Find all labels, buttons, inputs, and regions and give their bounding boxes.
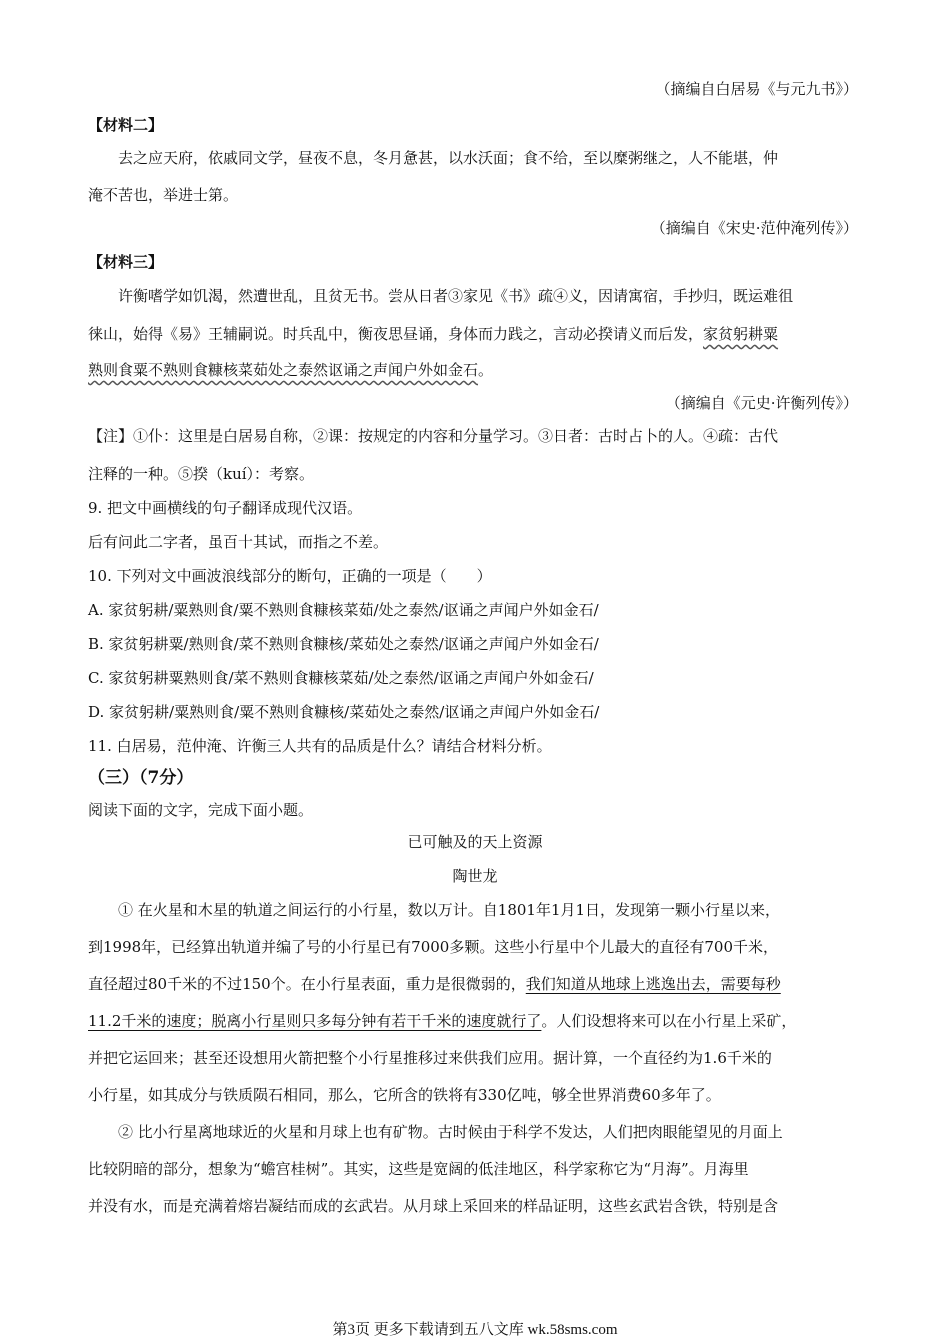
article-paragraph-line: 并把它运回来；甚至还设想用火箭把整个小行星推移过来供我们应用。据计算，一个直径约为1.6千米的 bbox=[88, 1049, 772, 1067]
material-3-text: 徕山，始得《易》王辅嗣说。时兵乱中，衡夜思昼诵，身体而力践之，言动必揆请义而后发， bbox=[88, 325, 704, 343]
option-c: C. 家贫躬耕粟熟则食/菜不熟则食糠核菜茹/处之泰然/讴诵之声闻户外如金石/ bbox=[88, 669, 594, 687]
underlined-sentence: 11.2千米的速度；脱离小行星则只多每分钟有若干千米的速度就行了 bbox=[88, 1012, 542, 1030]
source-citation-2: （摘编自《宋史·范仲淹列传》） bbox=[650, 219, 858, 237]
material-2-text-line: 去之应天府，依戚同文学，昼夜不息，冬月惫甚，以水沃面；食不给，至以糜粥继之，人不能堪，仲 bbox=[118, 149, 779, 167]
article-paragraph-line: 小行星，如其成分与铁质陨石相同，那么，它所含的铁将有330亿吨，够全世界消费60多年了。 bbox=[88, 1086, 721, 1104]
article-paragraph-line: 到1998年，已经算出轨道并编了号的小行星已有7000多颗。这些小行星中个儿最大的直径有700千米， bbox=[88, 938, 778, 956]
article-paragraph-line bbox=[88, 974, 781, 994]
material-3-label: 【材料三】 bbox=[88, 253, 164, 271]
source-citation-3: （摘编自《元史·许衡列传》） bbox=[665, 394, 858, 412]
article-text: 直径超过80千米的不过150个。在小行星表面，重力是很微弱的， bbox=[88, 975, 526, 993]
material-2-text-line: 淹不苦也，举进士第。 bbox=[88, 186, 239, 204]
option-b: B. 家贫躬耕粟/熟则食/菜不熟则食糠核/菜茹处之泰然/讴诵之声闻户外如金石/ bbox=[88, 635, 599, 653]
article-paragraph-line: ① 在火星和木星的轨道之间运行的小行星，数以万计。自1801年1月1日，发现第一颗小行星以来， bbox=[118, 901, 781, 919]
material-3-text-line bbox=[88, 360, 493, 380]
article-paragraph-line bbox=[88, 1011, 796, 1031]
article-author: 陶世龙 bbox=[452, 867, 498, 885]
annotation-note-line: 【注】①仆：这里是白居易自称，②课：按规定的内容和分量学习。③日者：古时占卜的人。④疏：古代 bbox=[88, 427, 779, 445]
material-3-text-line: 许衡嗜学如饥渴，然遭世乱，且贫无书。尝从日者③家见《书》疏④义，因请寓宿，手抄归，既运难徂 bbox=[118, 287, 794, 305]
article-text: 。人们设想将来可以在小行星上采矿， bbox=[541, 1012, 797, 1030]
page-footer: 第3页 更多下载请到五八文库 wk.58sms.com bbox=[332, 1322, 618, 1338]
article-paragraph-line: ② 比小行星离地球近的火星和月球上也有矿物。古时候由于科学不发达，人们把肉眼能望见的月面上 bbox=[118, 1123, 783, 1141]
article-title: 已可触及的天上资源 bbox=[407, 833, 543, 851]
wavy-underlined-text: 家贫躬耕粟 bbox=[703, 325, 779, 343]
material-3-text: 。 bbox=[478, 361, 494, 379]
material-3-text-line bbox=[88, 324, 778, 344]
article-paragraph-line: 并没有水，而是充满着熔岩凝结而成的玄武岩。从月球上采回来的样品证明，这些玄武岩含铁，特别是含 bbox=[88, 1197, 779, 1215]
source-citation-1: （摘编自白居易《与元九书》） bbox=[655, 80, 858, 98]
annotation-note-line: 注释的一种。⑤揆（kuí）：考察。 bbox=[88, 465, 315, 483]
article-paragraph-line: 比较阴暗的部分，想象为“蟾宫桂树”。其实，这些是宽阔的低洼地区，科学家称它为“月海”。月海里 bbox=[88, 1160, 749, 1178]
option-a: A. 家贫躬耕/粟熟则食/粟不熟则食糠核菜茹/处之泰然/讴诵之声闻户外如金石/ bbox=[88, 601, 599, 619]
question-9-stem: 9. 把文中画横线的句子翻译成现代汉语。 bbox=[88, 499, 363, 517]
option-d: D. 家贫躬耕/粟熟则食/粟不熟则食糠核/菜茹处之泰然/讴诵之声闻户外如金石/ bbox=[88, 703, 600, 721]
section-3-heading: （三）（7分） bbox=[88, 768, 194, 788]
question-11-stem: 11. 白居易，范仲淹、许衡三人共有的品质是什么？请结合材料分析。 bbox=[88, 737, 552, 755]
material-2-label: 【材料二】 bbox=[88, 116, 164, 134]
question-9-sentence: 后有问此二字者，虽百十其试，而指之不差。 bbox=[88, 533, 389, 551]
section-3-instruction: 阅读下面的文字，完成下面小题。 bbox=[88, 801, 314, 819]
question-10-stem: 10. 下列对文中画波浪线部分的断句，正确的一项是（ ） bbox=[88, 567, 492, 585]
underlined-sentence: 我们知道从地球上逃逸出去，需要每秒 bbox=[525, 975, 781, 993]
wavy-underlined-text: 熟则食粟不熟则食糠核菜茹处之泰然讴诵之声闻户外如金石 bbox=[88, 361, 479, 379]
